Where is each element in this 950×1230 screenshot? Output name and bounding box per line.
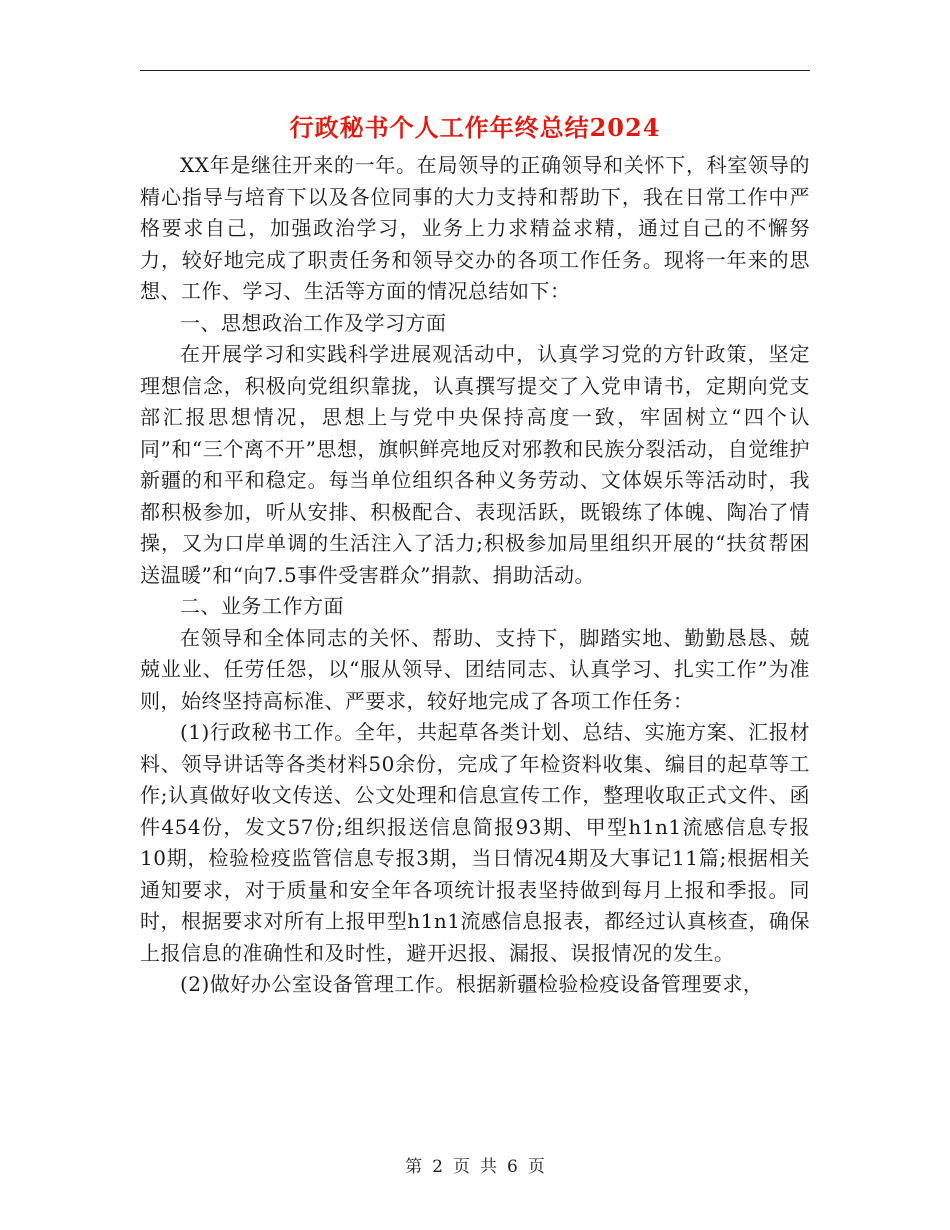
header-rule (140, 70, 810, 71)
footer-page-unit: 页 (453, 1157, 470, 1177)
footer-page-number: 2 (432, 1157, 443, 1177)
footer-total-prefix: 共 (480, 1157, 497, 1177)
footer-total-pages: 6 (507, 1157, 518, 1177)
paragraph-thought: 在开展学习和实践科学进展观活动中，认真学习党的方针政策，坚定理想信念，积极向党组织靠拢，认真撰写提交了入党申请书，定期向党支部汇报思想情况，思想上与党中央保持高度一致，牢固树立“四个认同”和“三个离不开”思想，旗帜鲜亮地反对邪教和民族分裂活动，自觉维护新疆的和平和稳定。每当单位组织各种义务劳动、文体娱乐等活动时，我都积极参加，听从安排、积极配合、表现活跃，既锻练了体魄、陶冶了情操，又为口岸单调的生活注入了活力;积极参加局里组织开展的“扶贫帮困送温暖”和“向7.5事件受害群众”捐款、捐助活动。 (140, 342, 810, 587)
paragraph-item-2: (2)做好办公室设备管理工作。根据新疆检验检疫设备管理要求， (180, 972, 764, 996)
section-heading-1: 一、思想政治工作及学习方面 (180, 310, 447, 335)
document-title: 行政秘书个人工作年终总结2024 (289, 113, 661, 142)
page-footer (0, 1152, 950, 1177)
document-body (140, 150, 810, 1001)
footer-prefix: 第 (405, 1157, 423, 1177)
paragraph-intro: XX年是继往开来的一年。在局领导的正确领导和关怀下，科室领导的精心指导与培育下以及各位同事的大力支持和帮助下，我在日常工作中严格要求自己，加强政治学习，业务上力求精益求精，通过自己的不懈努力，较好地完成了职责任务和领导交办的各项工作任务。现将一年来的思想、工作、学习、生活等方面的情况总结如下： (140, 153, 810, 303)
section-heading-2: 二、业务工作方面 (180, 594, 344, 618)
footer-total-unit: 页 (527, 1157, 545, 1177)
paragraph-item-1: (1)行政秘书工作。全年，共起草各类计划、总结、实施方案、汇报材料、领导讲话等各类材料50余份，完成了年检资料收集、编目的起草等工作;认真做好收文传送、公文处理和信息宣传工作，整理收取正式文件、函件454份，发文57份;组织报送信息简报93期、甲型h1n1流感信息专报10期，检验检疫监管信息专报3期，当日情况4期及大事记11篇;根据相关通知要求，对于质量和安全年各项统计报表坚持做到每月上报和季报。同时，根据要求对所有上报甲型h1n1流感信息报表，都经过认真核查，确保上报信息的准确性和及时性，避开迟报、漏报、误报情况的发生。 (140, 720, 810, 965)
paragraph-business: 在领导和全体同志的关怀、帮助、支持下，脚踏实地、勤勤恳恳、兢兢业业、任劳任怨，以“服从领导、团结同志、认真学习、扎实工作”为准则，始终坚持高标准、严要求，较好地完成了各项工作任务： (140, 625, 810, 713)
